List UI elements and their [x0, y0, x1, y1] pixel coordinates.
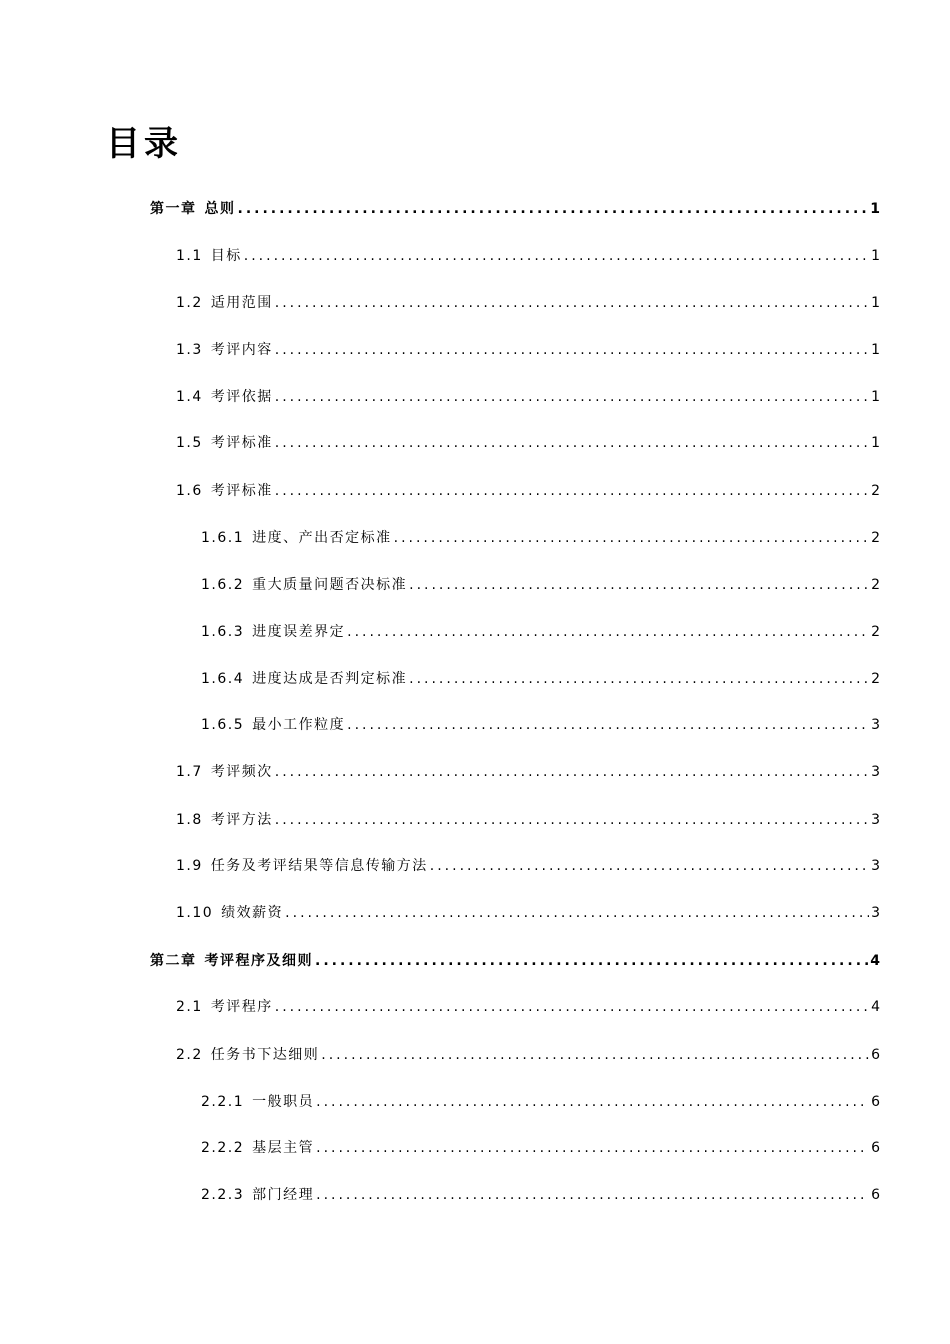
toc-entry[interactable]: [201, 527, 880, 551]
toc-entry-label: [150, 198, 236, 218]
toc-entry-label: [201, 668, 407, 688]
toc-entry-label: [176, 245, 242, 265]
toc-entry[interactable]: [176, 809, 880, 833]
toc-leader-dots: [275, 999, 869, 1015]
toc-entry-page: 2: [871, 624, 880, 640]
toc-entry-number: 2.2: [176, 1047, 203, 1063]
toc-entry-text: 任务及考评结果等信息传输方法: [210, 858, 428, 874]
toc-entry-text: 进度达成是否判定标准: [252, 671, 408, 687]
toc-leader-dots: [316, 1187, 869, 1203]
toc-entry-text: 适用范围: [210, 295, 273, 311]
toc-entry[interactable]: [176, 386, 880, 410]
toc-entry-label: [176, 761, 273, 781]
toc-entry-text: 任务书下达细则: [210, 1047, 320, 1063]
toc-leader-dots: [275, 812, 869, 828]
toc-entry[interactable]: [176, 902, 880, 926]
toc-entry-page: 3: [871, 812, 880, 828]
toc-entry-number: 1.1: [176, 248, 203, 264]
toc-leader-dots: [238, 201, 869, 217]
toc-entry-number: 1.6.5: [201, 717, 245, 733]
toc-entry-text: 目标: [210, 248, 242, 264]
toc-entry[interactable]: [201, 574, 880, 598]
toc-entry[interactable]: [201, 1137, 880, 1161]
toc-entry-text: 一般职员: [252, 1094, 315, 1110]
toc-leader-dots: [275, 389, 869, 405]
toc-entry-number: 2.1: [176, 999, 203, 1015]
toc-leader-dots: [244, 248, 869, 264]
toc-entry[interactable]: [176, 1044, 880, 1068]
toc-entry-page: 1: [870, 201, 880, 217]
toc-leader-dots: [275, 435, 869, 451]
toc-entry-text: 绩效薪资: [221, 905, 284, 921]
toc-entry-text: 考评标准: [210, 483, 273, 499]
toc-entry-label: [201, 621, 345, 641]
toc-entry-text: 考评方法: [210, 812, 273, 828]
toc-entry-number: 1.7: [176, 764, 203, 780]
toc-entry[interactable]: [201, 668, 880, 692]
page-title: 目录: [106, 124, 182, 164]
toc-entry-page: 2: [871, 671, 880, 687]
toc-entry-label: [201, 1091, 314, 1111]
toc-entry-number: 1.9: [176, 858, 203, 874]
toc-entry[interactable]: [150, 950, 880, 974]
toc-entry-label: [176, 996, 273, 1016]
toc-leader-dots: [316, 1140, 869, 1156]
toc-leader-dots: [321, 1047, 869, 1063]
toc-entry-number: 1.6.2: [201, 577, 245, 593]
toc-entry[interactable]: [201, 621, 880, 645]
toc-entry-text: 最小工作粒度: [252, 717, 346, 733]
toc-entry-page: 1: [871, 342, 880, 358]
toc-entry-text: 部门经理: [252, 1187, 315, 1203]
toc-entry-number: 2.2.1: [201, 1094, 245, 1110]
toc-entry-text: 进度误差界定: [252, 624, 346, 640]
toc-entry-page: 3: [871, 858, 880, 874]
toc-entry-number: 1.8: [176, 812, 203, 828]
toc-leader-dots: [285, 905, 869, 921]
toc-entry-label: [150, 950, 313, 970]
toc-entry-label: [201, 1137, 314, 1157]
toc-entry-text: 考评标准: [210, 435, 273, 451]
toc-entry-page: 1: [871, 389, 880, 405]
toc-entry[interactable]: [150, 198, 880, 222]
toc-entry-page: 2: [871, 530, 880, 546]
toc-entry-page: 3: [871, 764, 880, 780]
toc-entry-page: 1: [871, 295, 880, 311]
toc-entry-number: 2.2.3: [201, 1187, 245, 1203]
toc-entry-label: [176, 902, 283, 922]
toc-leader-dots: [275, 483, 869, 499]
toc-leader-dots: [275, 342, 869, 358]
toc-entry-number: 2.2.2: [201, 1140, 245, 1156]
toc-entry-text: 考评依据: [210, 389, 273, 405]
toc-leader-dots: [430, 858, 869, 874]
toc-entry-label: [201, 714, 345, 734]
toc-entry[interactable]: [176, 996, 880, 1020]
toc-entry-number: 1.6.1: [201, 530, 245, 546]
toc-entry-label: [176, 480, 273, 500]
toc-leader-dots: [275, 295, 869, 311]
toc-entry-text: 考评程序: [210, 999, 273, 1015]
toc-entry-label: [176, 339, 273, 359]
toc-entry-label: [176, 292, 273, 312]
toc-entry[interactable]: [201, 1091, 880, 1115]
toc-entry[interactable]: [176, 432, 880, 456]
toc-entry-label: [201, 527, 392, 547]
toc-entry-text: 考评程序及细则: [204, 953, 313, 969]
toc-entry-number: 1.6: [176, 483, 203, 499]
toc-entry-number: 1.6.3: [201, 624, 245, 640]
toc-entry-label: [176, 855, 428, 875]
toc-entry-page: 6: [871, 1187, 880, 1203]
toc-entry-label: [176, 386, 273, 406]
toc-entry-text: 考评内容: [210, 342, 273, 358]
toc-entry-page: 2: [871, 577, 880, 593]
toc-entry[interactable]: [176, 339, 880, 363]
toc-leader-dots: [409, 671, 869, 687]
toc-leader-dots: [275, 764, 869, 780]
toc-entry[interactable]: [176, 855, 880, 879]
toc-entry-label: [176, 432, 273, 452]
toc-entry-page: 3: [871, 717, 880, 733]
toc-leader-dots: [347, 624, 869, 640]
toc-entry-number: 1.6.4: [201, 671, 245, 687]
toc-entry-label: [201, 1184, 314, 1204]
toc-entry-number: 第二章: [150, 953, 197, 969]
toc-leader-dots: [316, 1094, 869, 1110]
toc-entry-page: 4: [870, 953, 880, 969]
toc-entry-page: 2: [871, 483, 880, 499]
toc-entry[interactable]: [201, 1184, 880, 1208]
toc-entry-page: 3: [871, 905, 880, 921]
toc-entry-label: [201, 574, 407, 594]
toc-leader-dots: [394, 530, 869, 546]
toc-leader-dots: [315, 953, 868, 969]
toc-leader-dots: [347, 717, 869, 733]
toc-entry-page: 1: [871, 248, 880, 264]
toc-entry-page: 6: [871, 1094, 880, 1110]
toc-entry-number: 1.3: [176, 342, 203, 358]
toc-entry-page: 1: [871, 435, 880, 451]
toc-entry-number: 1.10: [176, 905, 214, 921]
toc-entry[interactable]: [176, 292, 880, 316]
toc-entry[interactable]: [176, 761, 880, 785]
toc-entry-page: 6: [871, 1047, 880, 1063]
toc-entry-text: 总则: [204, 201, 236, 217]
toc-entry-label: [176, 809, 273, 829]
toc-entry-page: 6: [871, 1140, 880, 1156]
toc-entry-label: [176, 1044, 319, 1064]
toc-entry-number: 1.2: [176, 295, 203, 311]
toc-entry[interactable]: [176, 245, 880, 269]
toc-entry[interactable]: [201, 714, 880, 738]
toc-entry-number: 1.5: [176, 435, 203, 451]
toc-leader-dots: [409, 577, 869, 593]
toc-entry-text: 基层主管: [252, 1140, 315, 1156]
toc-entry[interactable]: [176, 480, 880, 504]
toc-entry-text: 重大质量问题否决标准: [252, 577, 408, 593]
toc-entry-page: 4: [871, 999, 880, 1015]
toc-entry-text: 考评频次: [210, 764, 273, 780]
toc-entry-number: 1.4: [176, 389, 203, 405]
toc-entry-number: 第一章: [150, 201, 197, 217]
toc-entry-text: 进度、产出否定标准: [252, 530, 392, 546]
